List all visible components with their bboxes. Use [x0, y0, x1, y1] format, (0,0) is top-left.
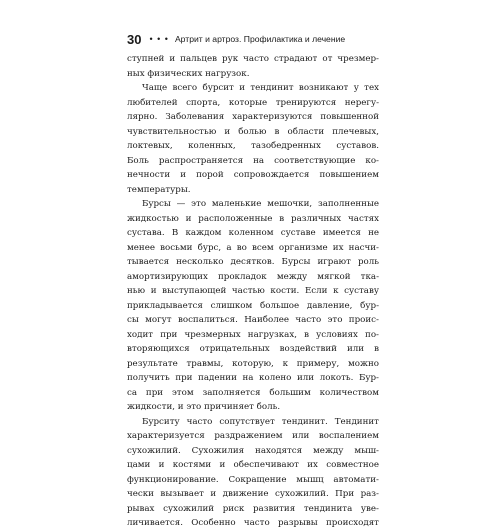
text-line: амортизирующих прокладок между мягкой тка- [127, 271, 379, 282]
text-line: локтевых, коленных, тазобедренных суставов. [127, 141, 379, 151]
text-line: Чаще всего бурсит и тендинит возникают у тех [142, 83, 379, 93]
text-line: вторяющихся отрицательных воздействий или в [127, 344, 379, 354]
text-line: Боль распространяется на соответствующие ко- [127, 155, 379, 166]
text-line: получить при падении на колено или локоть. Бур- [127, 373, 379, 383]
text-line: характеризуется раздражением или воспалением [127, 431, 379, 441]
text-line: рывах сухожилий риск развития тендинита уве- [127, 503, 379, 514]
text-line: любителей спорта, которые тренируются нерегу- [127, 97, 379, 108]
text-line: жидкостью и расположенные в различных частях [127, 213, 379, 224]
text-line: менее восьми бурс, а во всем организме их насчи- [127, 242, 379, 253]
text-line: личивается. Особенно часто разрывы происходят [127, 518, 379, 528]
text-line: са при этом заполняется большим количеством [127, 387, 379, 398]
text-line: жидкости, и это причиняет боль. [127, 402, 281, 412]
text-line: функционирование. Сокращение мышц автомати- [127, 474, 379, 485]
body-text [127, 52, 379, 531]
text-line: ных физических нагрузок. [127, 68, 250, 79]
running-header [127, 31, 345, 47]
text-line: результате травмы, которую, к примеру, можно [127, 358, 379, 369]
text-line: сы могут воспалиться. Наиболее часто это проис- [127, 315, 379, 325]
text-line: прикладывается слишком большое давление, бур- [127, 300, 379, 311]
text-line: цами и костями и обеспечивают их совместное [127, 460, 379, 470]
running-title: Артрит и артроз. Профилактика и лечение [174, 34, 346, 44]
text-line: ступней и пальцев рук часто страдают от чрезмер- [127, 54, 379, 64]
text-line: температуры. [127, 184, 191, 195]
text-line: Бурсы — это маленькие мешочки, заполненные [142, 199, 379, 209]
text-line: лярно. Заболевания характеризуются повышенной [127, 112, 379, 122]
text-line: сухожилий. Сухожилия находятся между мыш- [127, 445, 379, 456]
text-line: нью и выступающей частью кости. Если к суставу [127, 286, 379, 296]
text-line: чески вызывает и движение сухожилий. При раз- [127, 489, 379, 499]
text-line: ходит при чрезмерных нагрузках, в условиях по- [127, 329, 379, 340]
text-line: Бурситу часто сопутствует тендинит. Тендинит [142, 416, 379, 427]
header-separator: • • • [149, 34, 169, 44]
page-number: 30 [127, 31, 142, 47]
text-line: чувствительностью и болью в области плечевых, [127, 126, 379, 137]
text-line: нечности и порой сопровождается повышением [127, 170, 379, 180]
text-line: тывается несколько десятков. Бурсы играют роль [127, 257, 379, 267]
text-line: сустава. В каждом коленном суставе имеется не [127, 228, 379, 238]
